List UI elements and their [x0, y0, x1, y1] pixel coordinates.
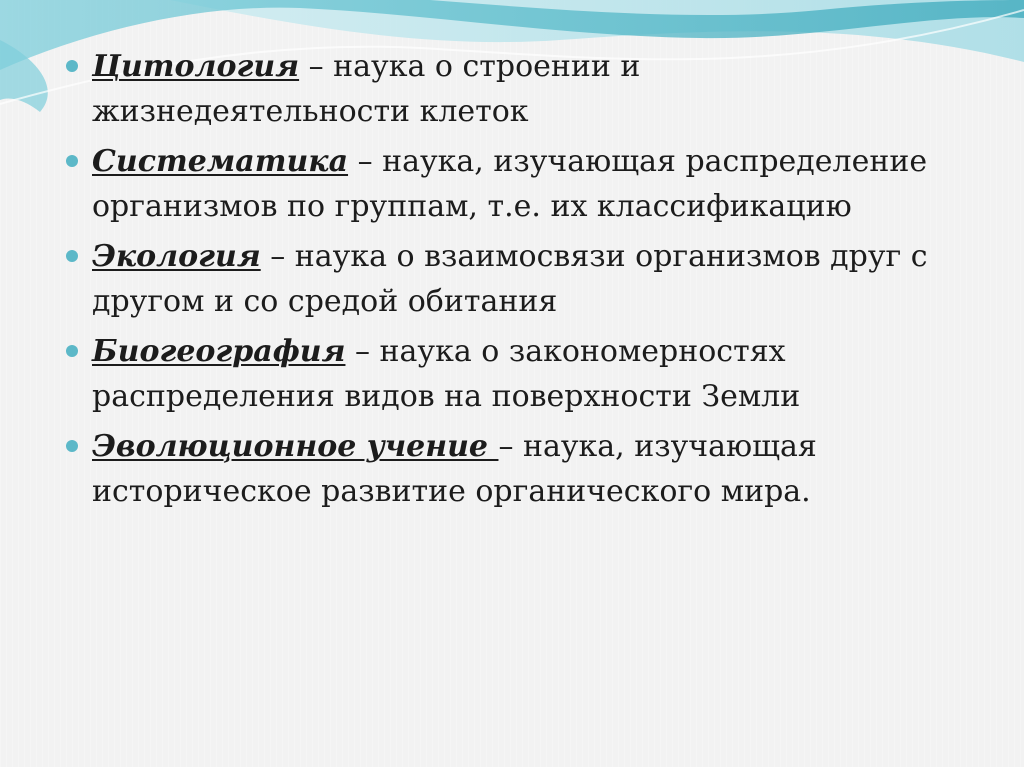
bullet-item-biogeography	[66, 329, 966, 419]
term-label: Систематика	[92, 144, 349, 179]
bullet-icon	[66, 250, 78, 262]
bullet-item-ecology	[66, 234, 966, 324]
definition-text: – наука о строении и жизнедеятельности клеток	[92, 49, 641, 129]
definition-text: – наука, изучающая историческое развитие органического мира.	[92, 429, 817, 509]
definition-text: – наука, изучающая распределение организмов по группам, т.е. их классификацию	[92, 144, 928, 224]
bullet-icon	[66, 155, 78, 167]
bullet-list	[66, 44, 966, 519]
definition-text: – наука о закономерностях распределения видов на поверхности Земли	[92, 334, 801, 414]
bullet-icon	[66, 60, 78, 72]
bullet-item-evolution	[66, 424, 966, 514]
term-label: Цитология	[92, 49, 300, 84]
term-label: Экология	[92, 239, 261, 274]
term-label: Эволюционное учение	[92, 429, 499, 464]
definition-text: – наука о взаимосвязи организмов друг с другом и со средой обитания	[92, 239, 928, 319]
bullet-icon	[66, 440, 78, 452]
bullet-icon	[66, 345, 78, 357]
bullet-item-cytology	[66, 44, 966, 134]
bullet-item-systematics	[66, 139, 966, 229]
term-label: Биогеография	[92, 334, 346, 369]
